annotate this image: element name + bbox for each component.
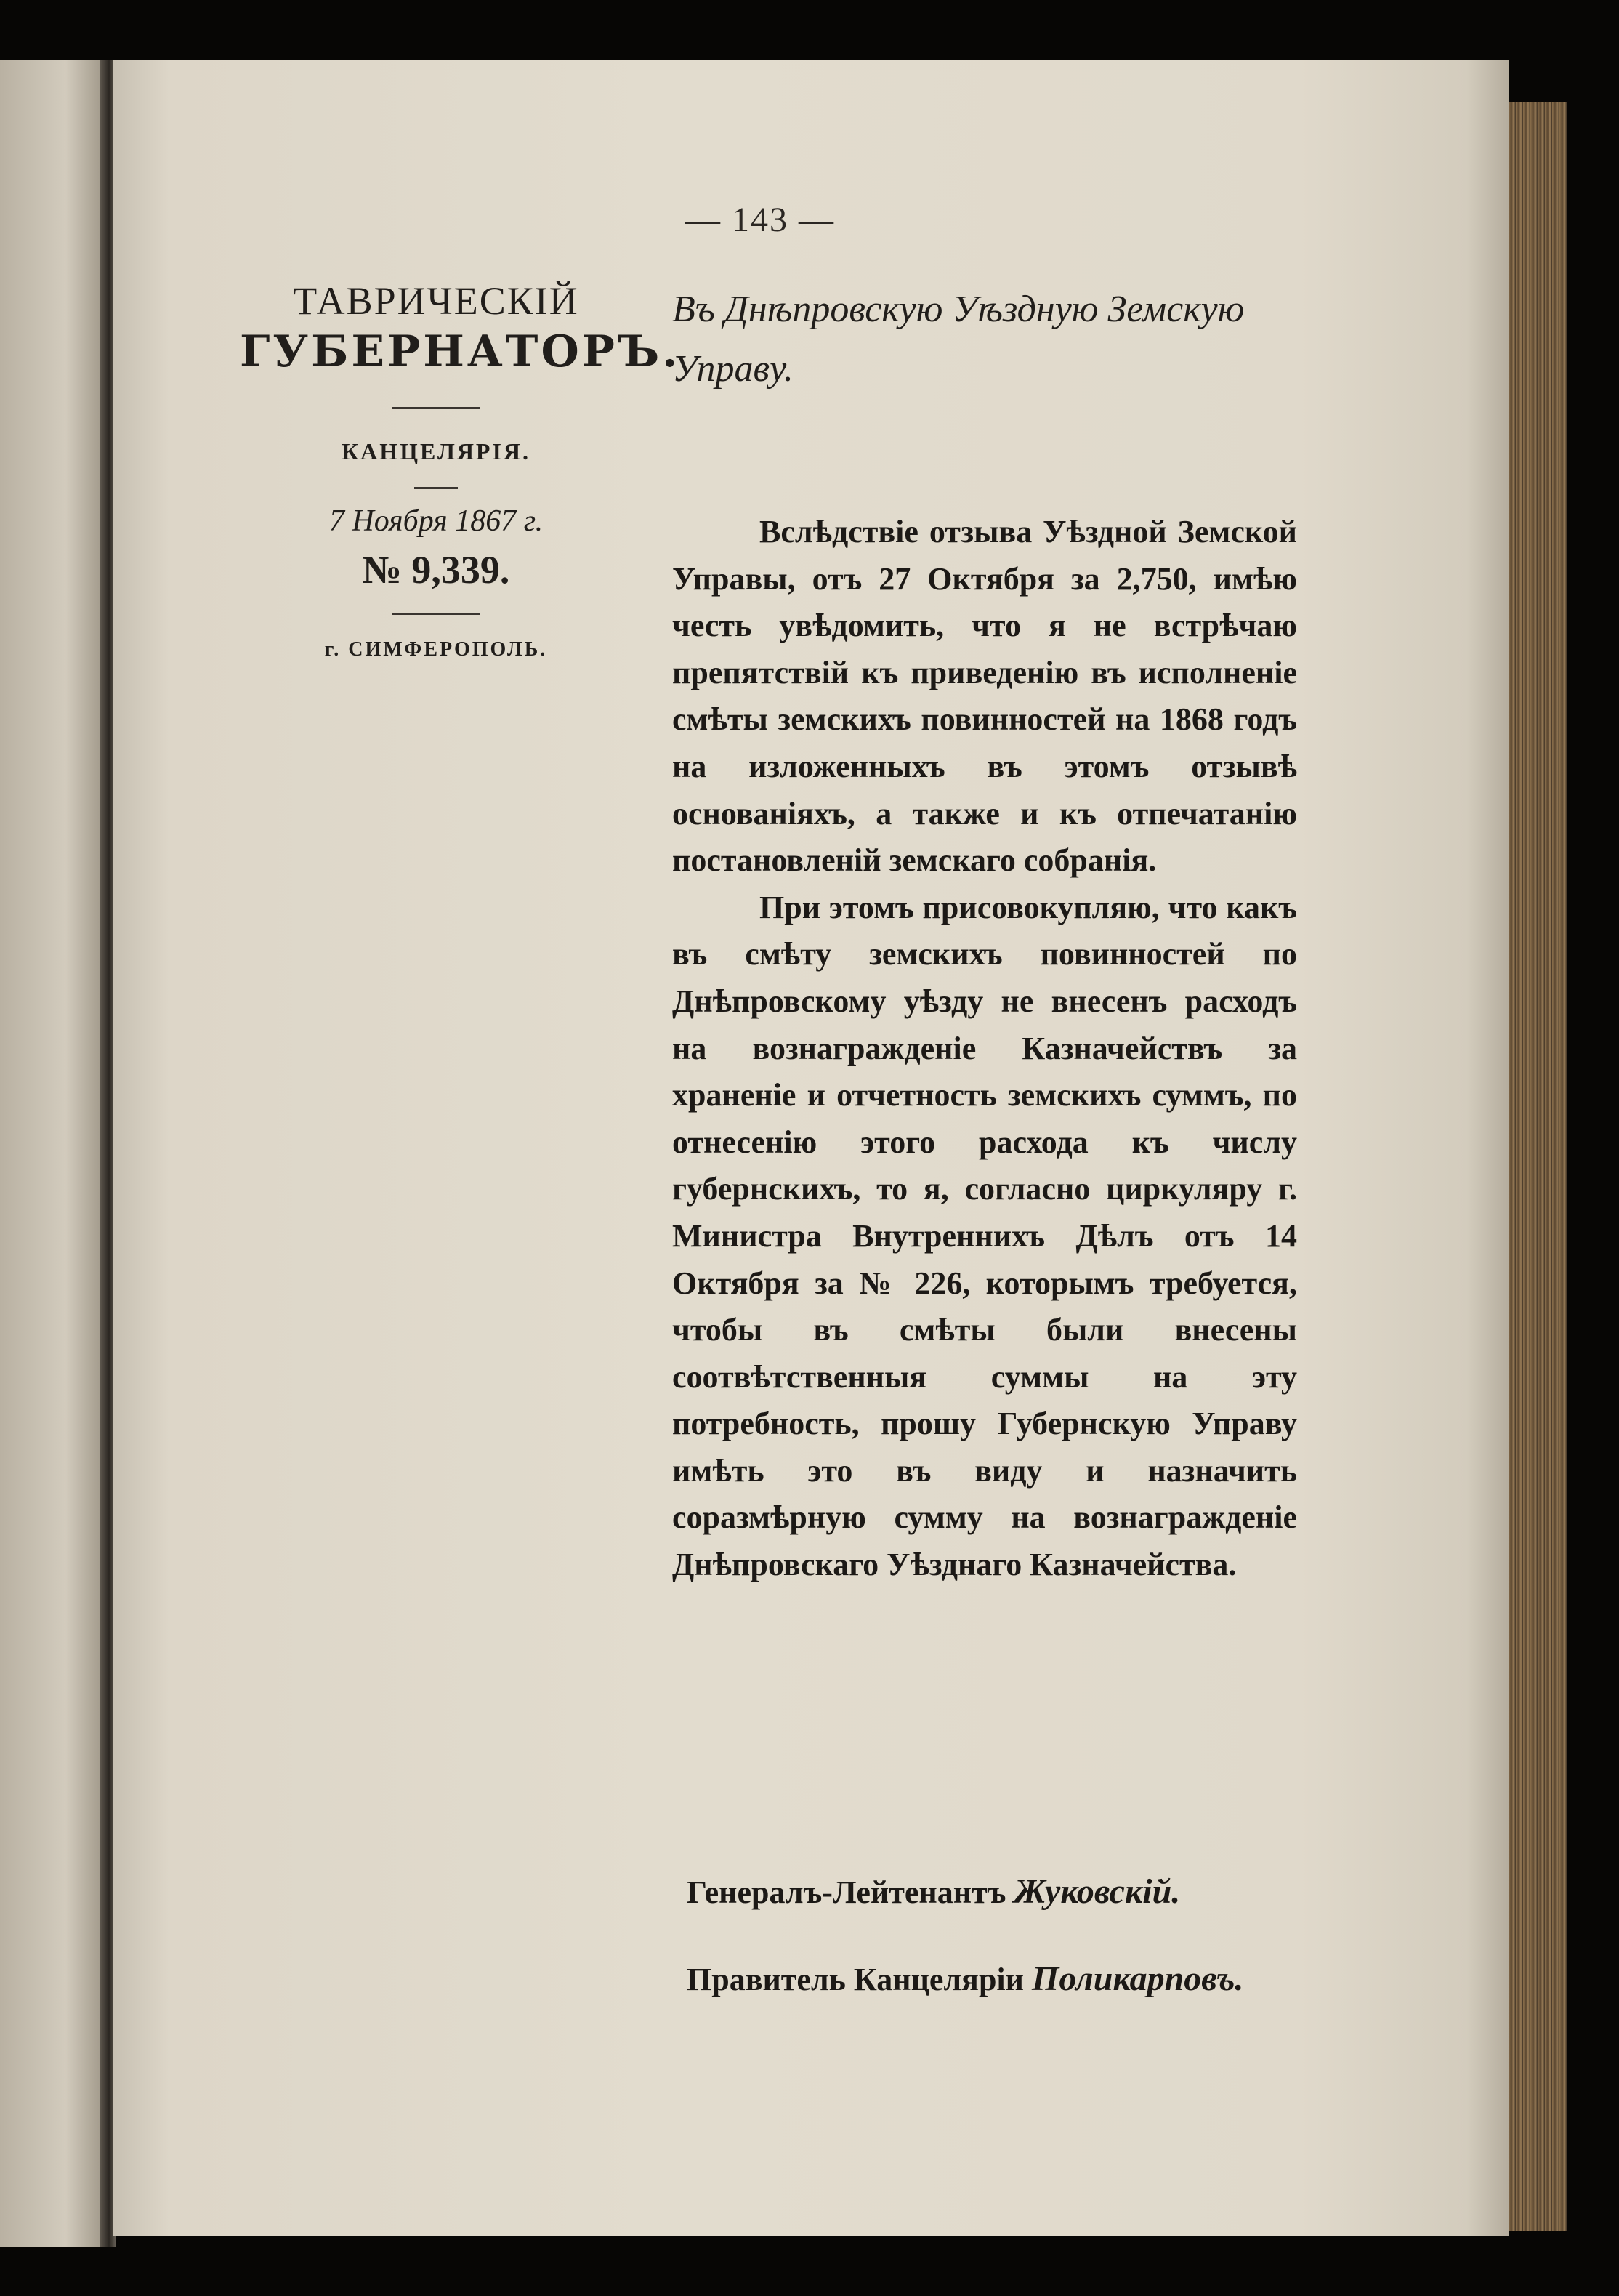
signature-office-title: Правитель Канцеляріи [687,1962,1024,1997]
signature-office-name: Поликарповъ. [1032,1959,1244,1998]
signature-governor [687,1872,1341,1912]
left-page-edge [0,60,109,2247]
paragraph: Вслѣдствіе отзыва Уѣздной Земской Управы, отъ 27 Октября за 2,750, имѣю честь увѣдомить, что я не встрѣчаю препятствій къ приведенію въ исполненіе смѣты земскихъ повинностей на 1868 годъ на изложенныхъ въ этомъ отзывѣ основаніяхъ, а также и къ отпечатанію постановленій земскаго собранія. [672,514,1297,879]
divider [392,407,480,409]
sender-title-line2: ГУБЕРНАТОРЪ. [240,326,681,377]
signature-office-head [687,1959,1355,1999]
page-number: — 143 — [685,201,835,239]
sender-block [240,276,681,661]
divider [392,613,480,615]
signature-name: Жуковскій. [1014,1872,1181,1911]
document-number: № 9,339. [362,548,510,592]
addressee: Въ Днѣпровскую Уѣздную Земскую Управу. [672,289,1245,390]
signature-rank: Генералъ-Лейтенантъ [687,1874,1006,1910]
letter-body [672,509,1297,1589]
sender-title-line1: ТАВРИЧЕСКІЙ [293,279,579,323]
paragraph: При этомъ присовокупляю, что какъ въ смѣту земскихъ повинностей по Днѣпровскому уѣзду не внесенъ расходъ на вознагражденіе Казначействъ за храненіе и отчетность земскихъ суммъ, по отнесенію этого расхода къ числу губернскихъ, то я, согласно циркуляру г. Министра Внутреннихъ Дѣлъ отъ 14 Октября за № 226, которымъ требуется, чтобы въ смѣты были внесены соотвѣтственныя суммы на эту потребность, прошу Губернскую Управу имѣть это въ виду и назначить соразмѣрную сумму на вознагражденіе Днѣпровскаго Уѣзднаго Казначейства. [672,889,1297,1583]
divider [414,487,458,489]
sender-city: г. СИМФЕРОПОЛЬ. [324,638,548,661]
page-edges [1509,102,1567,2231]
document-date: 7 Ноября 1867 г. [328,504,544,538]
sender-office: КАНЦЕЛЯРІЯ. [341,438,531,464]
